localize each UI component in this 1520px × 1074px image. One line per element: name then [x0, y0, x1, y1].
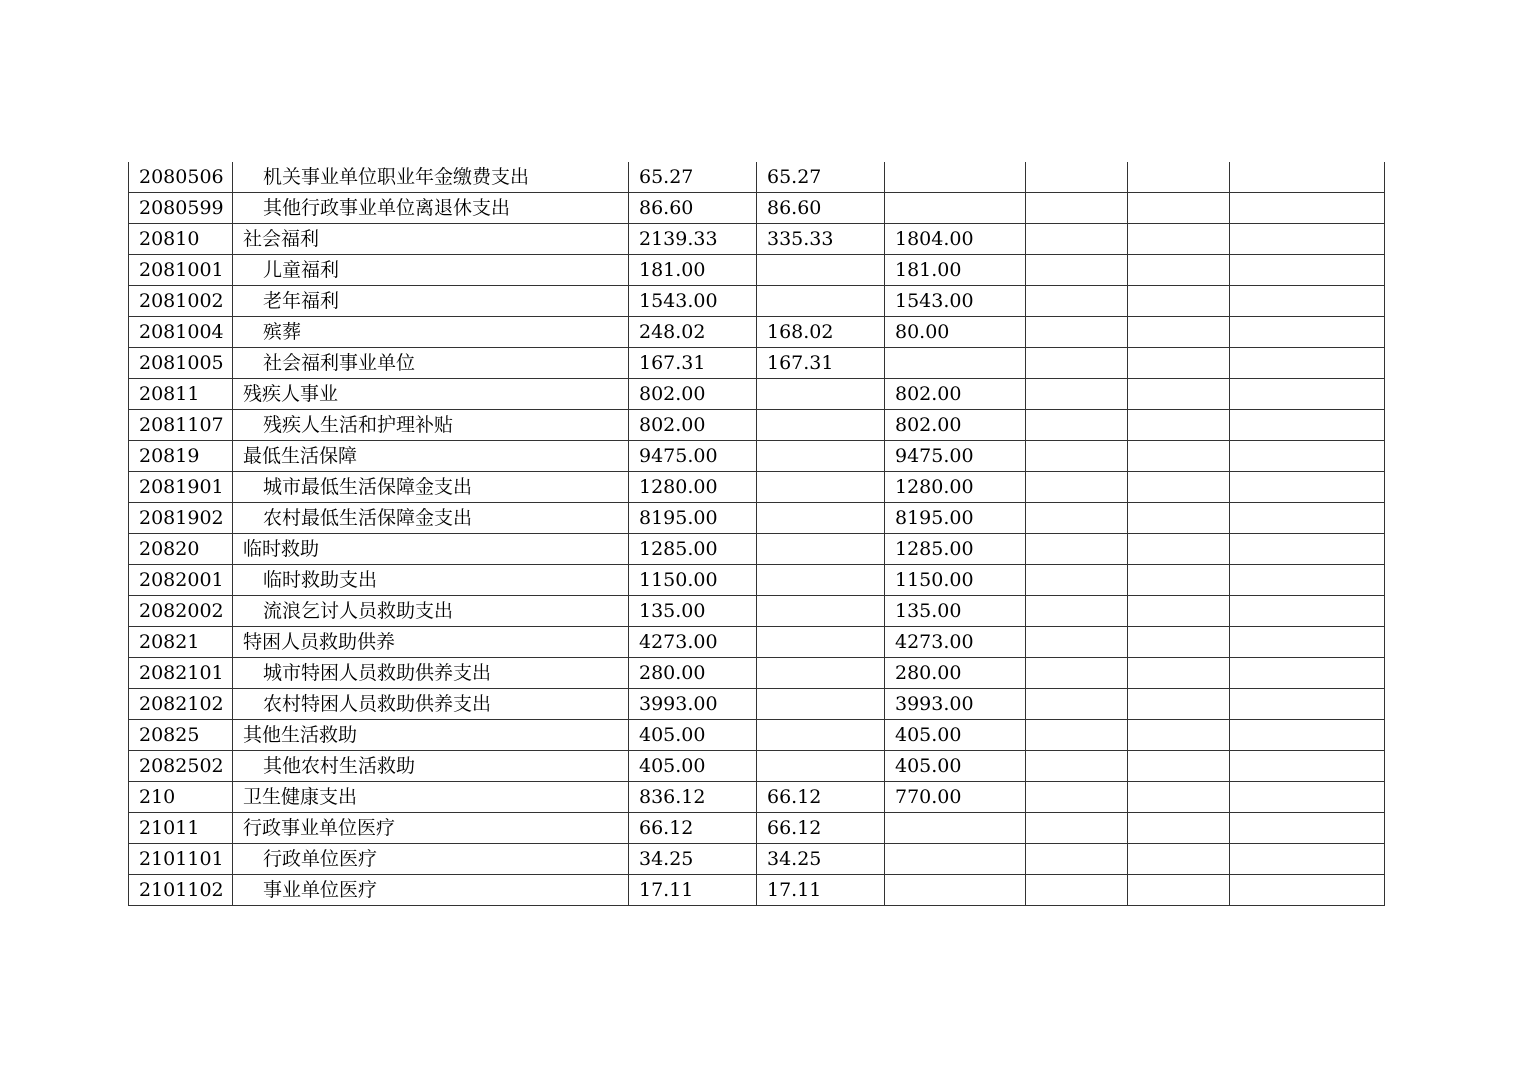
cell-col-4: [1026, 875, 1128, 906]
cell-name: 最低生活保障: [233, 441, 629, 472]
table-row: [129, 348, 1385, 379]
cell-col-3: [885, 875, 1026, 906]
cell-col-6: [1230, 875, 1385, 906]
cell-col-5: [1128, 813, 1230, 844]
cell-col-3: 181.00: [885, 255, 1026, 286]
cell-col-3: 802.00: [885, 379, 1026, 410]
cell-col-6: [1230, 565, 1385, 596]
cell-total: 280.00: [629, 658, 757, 689]
table-row: [129, 565, 1385, 596]
cell-col-6: [1230, 503, 1385, 534]
cell-code: 2081005: [129, 348, 233, 379]
cell-col-2: [757, 286, 885, 317]
cell-col-3: 1804.00: [885, 224, 1026, 255]
cell-col-5: [1128, 627, 1230, 658]
cell-col-3: 4273.00: [885, 627, 1026, 658]
cell-col-5: [1128, 720, 1230, 751]
table-row: [129, 317, 1385, 348]
cell-name: 其他行政事业单位离退休支出: [233, 193, 629, 224]
table-row: [129, 534, 1385, 565]
cell-total: 802.00: [629, 379, 757, 410]
cell-col-3: 135.00: [885, 596, 1026, 627]
cell-total: 167.31: [629, 348, 757, 379]
cell-name: 行政事业单位医疗: [233, 813, 629, 844]
cell-col-2: [757, 751, 885, 782]
table-row: [129, 410, 1385, 441]
cell-name: 城市特困人员救助供养支出: [233, 658, 629, 689]
cell-code: 2081107: [129, 410, 233, 441]
cell-col-2: 86.60: [757, 193, 885, 224]
cell-col-4: [1026, 472, 1128, 503]
cell-col-2: 34.25: [757, 844, 885, 875]
cell-total: 9475.00: [629, 441, 757, 472]
cell-col-6: [1230, 317, 1385, 348]
cell-col-5: [1128, 782, 1230, 813]
cell-col-3: 80.00: [885, 317, 1026, 348]
cell-name: 卫生健康支出: [233, 782, 629, 813]
cell-name: 事业单位医疗: [233, 875, 629, 906]
cell-name: 老年福利: [233, 286, 629, 317]
cell-col-6: [1230, 472, 1385, 503]
budget-table: [128, 162, 1385, 906]
cell-col-4: [1026, 348, 1128, 379]
cell-total: 66.12: [629, 813, 757, 844]
cell-name: 残疾人生活和护理补贴: [233, 410, 629, 441]
cell-col-3: 770.00: [885, 782, 1026, 813]
cell-col-3: 1543.00: [885, 286, 1026, 317]
cell-col-6: [1230, 596, 1385, 627]
cell-code: 20825: [129, 720, 233, 751]
table-row: [129, 689, 1385, 720]
cell-name: 行政单位医疗: [233, 844, 629, 875]
cell-col-5: [1128, 410, 1230, 441]
table-row: [129, 224, 1385, 255]
cell-code: 2081002: [129, 286, 233, 317]
cell-code: 21011: [129, 813, 233, 844]
cell-col-2: [757, 379, 885, 410]
cell-col-6: [1230, 720, 1385, 751]
cell-col-4: [1026, 255, 1128, 286]
cell-col-2: [757, 689, 885, 720]
cell-col-4: [1026, 658, 1128, 689]
cell-name: 临时救助: [233, 534, 629, 565]
cell-col-3: [885, 348, 1026, 379]
cell-col-4: [1026, 689, 1128, 720]
table-row: [129, 813, 1385, 844]
cell-total: 8195.00: [629, 503, 757, 534]
cell-code: 2082502: [129, 751, 233, 782]
cell-code: 2081001: [129, 255, 233, 286]
cell-col-5: [1128, 875, 1230, 906]
cell-col-2: [757, 441, 885, 472]
cell-col-4: [1026, 503, 1128, 534]
cell-col-4: [1026, 193, 1128, 224]
cell-col-3: [885, 162, 1026, 193]
cell-name: 流浪乞讨人员救助支出: [233, 596, 629, 627]
cell-col-5: [1128, 193, 1230, 224]
cell-code: 2081901: [129, 472, 233, 503]
cell-col-3: 802.00: [885, 410, 1026, 441]
cell-col-6: [1230, 782, 1385, 813]
table-row: [129, 255, 1385, 286]
cell-col-6: [1230, 534, 1385, 565]
cell-total: 3993.00: [629, 689, 757, 720]
cell-col-3: [885, 813, 1026, 844]
cell-col-4: [1026, 596, 1128, 627]
cell-col-6: [1230, 689, 1385, 720]
cell-col-5: [1128, 255, 1230, 286]
cell-col-6: [1230, 162, 1385, 193]
cell-total: 802.00: [629, 410, 757, 441]
cell-code: 20810: [129, 224, 233, 255]
cell-code: 210: [129, 782, 233, 813]
cell-col-2: 167.31: [757, 348, 885, 379]
cell-total: 1543.00: [629, 286, 757, 317]
cell-code: 20820: [129, 534, 233, 565]
cell-col-6: [1230, 224, 1385, 255]
table-row: [129, 720, 1385, 751]
cell-code: 2081004: [129, 317, 233, 348]
cell-col-5: [1128, 472, 1230, 503]
cell-total: 65.27: [629, 162, 757, 193]
cell-name: 社会福利: [233, 224, 629, 255]
cell-code: 2082102: [129, 689, 233, 720]
table-row: [129, 441, 1385, 472]
cell-col-5: [1128, 596, 1230, 627]
cell-col-3: 9475.00: [885, 441, 1026, 472]
cell-total: 248.02: [629, 317, 757, 348]
cell-col-3: 8195.00: [885, 503, 1026, 534]
cell-col-3: [885, 193, 1026, 224]
cell-name: 机关事业单位职业年金缴费支出: [233, 162, 629, 193]
cell-total: 181.00: [629, 255, 757, 286]
cell-total: 135.00: [629, 596, 757, 627]
cell-code: 20819: [129, 441, 233, 472]
table-row: [129, 658, 1385, 689]
table-row: [129, 751, 1385, 782]
table-row: [129, 627, 1385, 658]
cell-col-2: 335.33: [757, 224, 885, 255]
cell-col-4: [1026, 162, 1128, 193]
cell-col-4: [1026, 565, 1128, 596]
table-row: [129, 844, 1385, 875]
cell-col-2: [757, 534, 885, 565]
cell-col-5: [1128, 162, 1230, 193]
cell-col-4: [1026, 534, 1128, 565]
cell-col-3: 1150.00: [885, 565, 1026, 596]
cell-name: 其他农村生活救助: [233, 751, 629, 782]
cell-col-5: [1128, 317, 1230, 348]
cell-col-4: [1026, 844, 1128, 875]
cell-col-2: 168.02: [757, 317, 885, 348]
cell-col-3: 3993.00: [885, 689, 1026, 720]
cell-col-5: [1128, 844, 1230, 875]
cell-col-4: [1026, 379, 1128, 410]
cell-total: 836.12: [629, 782, 757, 813]
cell-col-5: [1128, 224, 1230, 255]
cell-col-5: [1128, 286, 1230, 317]
cell-col-6: [1230, 813, 1385, 844]
cell-col-5: [1128, 441, 1230, 472]
cell-col-2: 66.12: [757, 782, 885, 813]
cell-total: 4273.00: [629, 627, 757, 658]
cell-name: 其他生活救助: [233, 720, 629, 751]
cell-name: 农村特困人员救助供养支出: [233, 689, 629, 720]
cell-col-6: [1230, 751, 1385, 782]
cell-col-2: [757, 720, 885, 751]
cell-col-5: [1128, 348, 1230, 379]
cell-code: 2082002: [129, 596, 233, 627]
cell-col-6: [1230, 441, 1385, 472]
table-row: [129, 875, 1385, 906]
cell-total: 86.60: [629, 193, 757, 224]
cell-code: 2101101: [129, 844, 233, 875]
cell-col-2: [757, 255, 885, 286]
cell-col-3: [885, 844, 1026, 875]
cell-total: 34.25: [629, 844, 757, 875]
cell-col-3: 1280.00: [885, 472, 1026, 503]
cell-name: 城市最低生活保障金支出: [233, 472, 629, 503]
cell-col-5: [1128, 689, 1230, 720]
cell-total: 17.11: [629, 875, 757, 906]
cell-col-2: 65.27: [757, 162, 885, 193]
cell-col-4: [1026, 286, 1128, 317]
table-row: [129, 379, 1385, 410]
table-row: [129, 286, 1385, 317]
cell-col-2: [757, 658, 885, 689]
cell-name: 儿童福利: [233, 255, 629, 286]
cell-col-4: [1026, 782, 1128, 813]
cell-name: 殡葬: [233, 317, 629, 348]
cell-col-5: [1128, 503, 1230, 534]
cell-code: 2101102: [129, 875, 233, 906]
cell-col-3: 280.00: [885, 658, 1026, 689]
cell-code: 20821: [129, 627, 233, 658]
cell-col-2: [757, 410, 885, 441]
cell-col-3: 405.00: [885, 720, 1026, 751]
cell-name: 农村最低生活保障金支出: [233, 503, 629, 534]
cell-col-5: [1128, 658, 1230, 689]
cell-col-6: [1230, 255, 1385, 286]
cell-name: 临时救助支出: [233, 565, 629, 596]
cell-col-6: [1230, 379, 1385, 410]
cell-col-2: 17.11: [757, 875, 885, 906]
cell-total: 1280.00: [629, 472, 757, 503]
cell-col-6: [1230, 844, 1385, 875]
cell-col-6: [1230, 410, 1385, 441]
cell-total: 1150.00: [629, 565, 757, 596]
cell-col-5: [1128, 534, 1230, 565]
cell-col-5: [1128, 565, 1230, 596]
table-row: [129, 782, 1385, 813]
cell-col-4: [1026, 813, 1128, 844]
table-row: [129, 596, 1385, 627]
cell-code: 2080506: [129, 162, 233, 193]
table-row: [129, 162, 1385, 193]
cell-col-2: [757, 503, 885, 534]
cell-col-4: [1026, 410, 1128, 441]
cell-code: 2082001: [129, 565, 233, 596]
cell-col-3: 405.00: [885, 751, 1026, 782]
cell-name: 社会福利事业单位: [233, 348, 629, 379]
table-row: [129, 472, 1385, 503]
cell-col-6: [1230, 193, 1385, 224]
table-row: [129, 503, 1385, 534]
cell-col-6: [1230, 627, 1385, 658]
table-body: [129, 162, 1385, 906]
cell-col-5: [1128, 379, 1230, 410]
cell-col-6: [1230, 286, 1385, 317]
cell-code: 20811: [129, 379, 233, 410]
cell-name: 残疾人事业: [233, 379, 629, 410]
cell-col-2: [757, 472, 885, 503]
cell-code: 2080599: [129, 193, 233, 224]
cell-code: 2081902: [129, 503, 233, 534]
cell-col-4: [1026, 751, 1128, 782]
cell-total: 2139.33: [629, 224, 757, 255]
cell-col-3: 1285.00: [885, 534, 1026, 565]
cell-col-6: [1230, 348, 1385, 379]
cell-name: 特困人员救助供养: [233, 627, 629, 658]
cell-col-6: [1230, 658, 1385, 689]
cell-col-2: 66.12: [757, 813, 885, 844]
cell-col-2: [757, 596, 885, 627]
cell-col-4: [1026, 441, 1128, 472]
cell-col-4: [1026, 317, 1128, 348]
cell-col-2: [757, 627, 885, 658]
cell-col-4: [1026, 627, 1128, 658]
cell-col-4: [1026, 720, 1128, 751]
cell-total: 1285.00: [629, 534, 757, 565]
cell-code: 2082101: [129, 658, 233, 689]
cell-total: 405.00: [629, 720, 757, 751]
cell-total: 405.00: [629, 751, 757, 782]
cell-col-4: [1026, 224, 1128, 255]
cell-col-5: [1128, 751, 1230, 782]
table-row: [129, 193, 1385, 224]
cell-col-2: [757, 565, 885, 596]
